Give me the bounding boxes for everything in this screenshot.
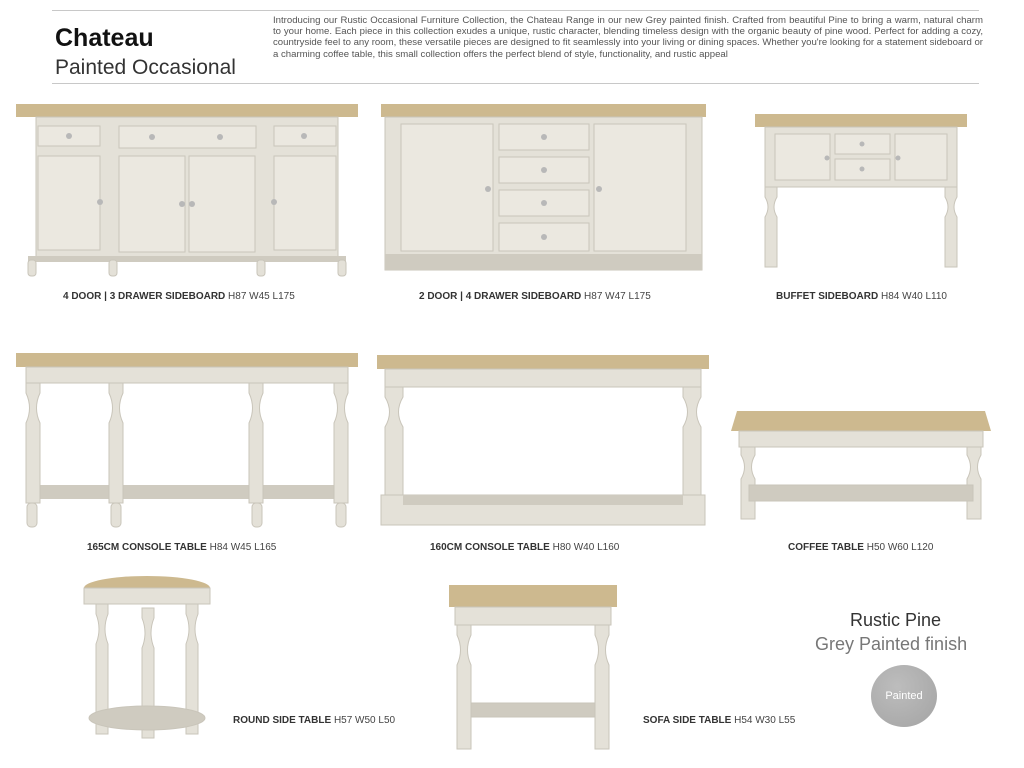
product-name: SOFA SIDE TABLE (643, 715, 732, 726)
caption-165cm-console (87, 542, 276, 553)
product-dims: H57 W50 L50 (333, 715, 396, 726)
product-image-sofa-side-table (449, 585, 617, 755)
product-name: COFFEE TABLE (788, 542, 864, 553)
caption-160cm-console (430, 542, 619, 553)
caption-coffee-table (788, 542, 933, 553)
caption-4-door-sideboard (63, 291, 295, 302)
product-image-buffet-sideboard (755, 114, 967, 279)
product-image-2-door-sideboard (381, 104, 706, 274)
product-dims: H50 W60 L120 (866, 542, 934, 553)
product-dims: H80 W40 L160 (552, 542, 620, 553)
product-dims: H84 W40 L110 (881, 291, 947, 302)
product-image-4-door-sideboard (16, 104, 361, 279)
intro-text: Introducing our Rustic Occasional Furniture Collection, the Chateau Range in our new Grey painted finish. Crafted from beautiful Pine to bring a warm, natural charm to your home. Each piece in this collection exudes a unique, rustic character, blending timeless design with the organic beauty of pine wood. Perfect for adding a cozy, countryside feel to any room, these versatile pieces are designed to fit seamlessly into your living or dining spaces. Whether you're looking for a statement sideboard or a charming coffee table, this small collection offers the perfect blend of style, functionality, and rustic appeal (273, 15, 983, 60)
product-image-160cm-console (377, 355, 709, 531)
product-name: 2 DOOR | 4 DRAWER SIDEBOARD (419, 291, 582, 302)
page-title: Chateau (55, 24, 154, 52)
caption-round-side-table (233, 715, 395, 726)
product-image-165cm-console (16, 353, 361, 531)
product-dims: H87 W45 L175 (228, 291, 295, 302)
product-name: 4 DOOR | 3 DRAWER SIDEBOARD (63, 291, 226, 302)
product-name: 160CM CONSOLE TABLE (430, 542, 550, 553)
product-image-coffee-table (731, 411, 991, 531)
caption-2-door-sideboard (419, 291, 651, 302)
product-dims: H54 W30 L55 (734, 715, 796, 726)
finish-name: Grey Painted finish (815, 634, 968, 654)
finish-material: Rustic Pine (850, 610, 942, 630)
product-name: 165CM CONSOLE TABLE (87, 542, 207, 553)
product-dims: H84 W45 L165 (209, 542, 277, 553)
finish-swatch (871, 665, 937, 727)
top-rule (52, 10, 979, 11)
header-rule (52, 83, 979, 84)
product-image-round-side-table (82, 578, 212, 756)
product-name: BUFFET SIDEBOARD (776, 291, 879, 302)
product-dims: H87 W47 L175 (584, 291, 651, 302)
caption-buffet-sideboard (776, 291, 947, 302)
swatch-label: Painted (885, 690, 923, 702)
caption-sofa-side-table (643, 715, 795, 726)
page-subtitle: Painted Occasional (55, 56, 236, 79)
product-name: ROUND SIDE TABLE (233, 715, 332, 726)
